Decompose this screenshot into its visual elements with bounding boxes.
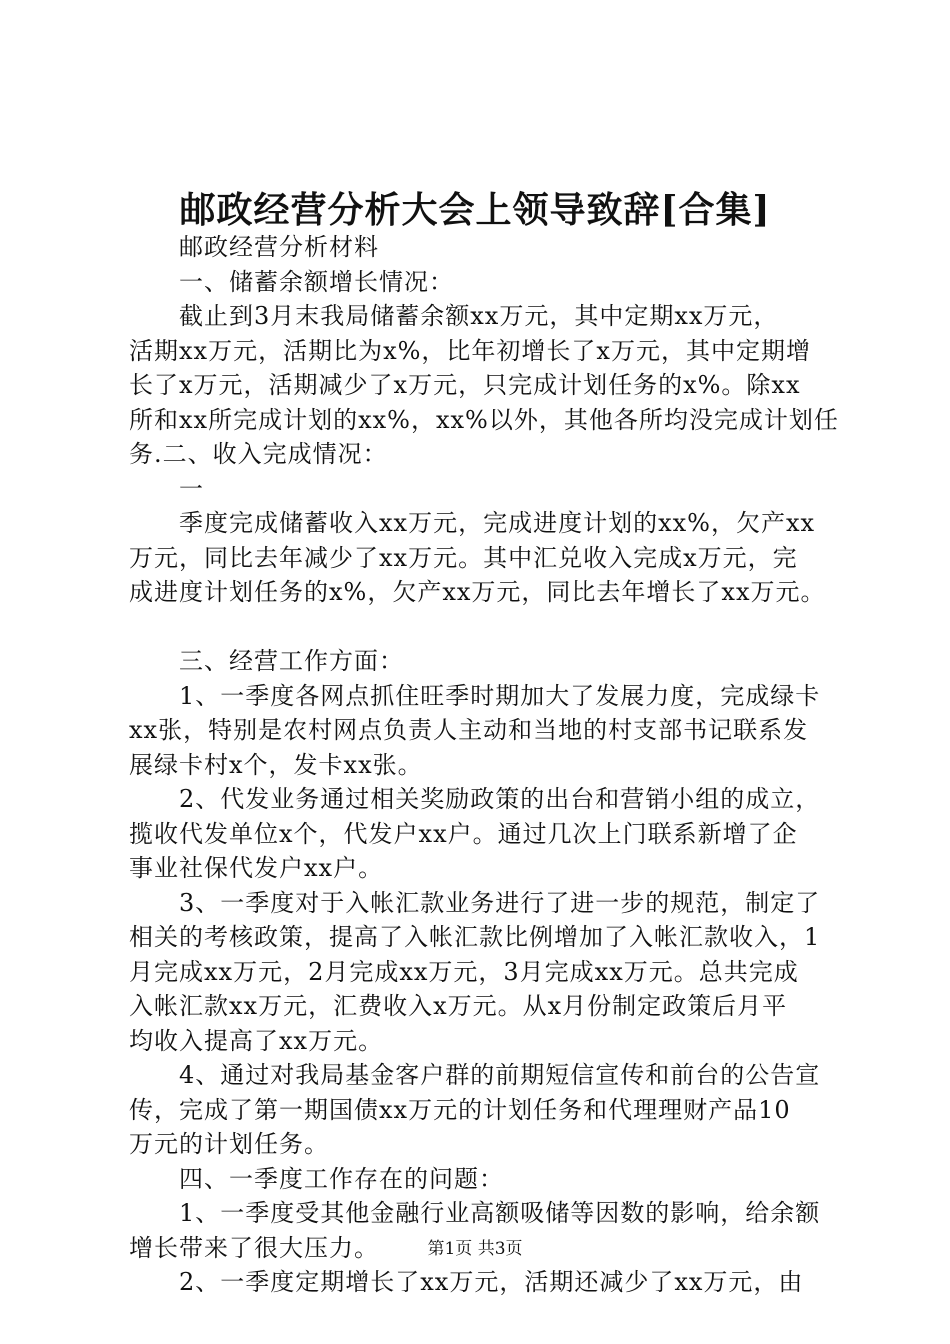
body-line: 4、通过对我局基金客户群的前期短信宣传和前台的公告宣 [179, 1061, 821, 1089]
body-line: 邮政经营分析材料 [179, 233, 379, 261]
body-line: 季度完成储蓄收入xx万元，完成进度计划的xx%，欠产xx [179, 509, 816, 537]
body-line: 月完成xx万元，2月完成xx万元，3月完成xx万元。总共完成 [129, 957, 799, 986]
blank-line [129, 610, 849, 645]
body-line: 1、一季度各网点抓住旺季时期加大了发展力度，完成绿卡 [179, 681, 821, 710]
body-line: 成进度计划任务的x%，欠产xx万元，同比去年增长了xx万元。 [129, 578, 826, 606]
body-line: 入帐汇款xx万元，汇费收入x万元。从x月份制定政策后月平 [129, 992, 788, 1020]
body-line: 传，完成了第一期国债xx万元的计划任务和代理理财产品10 [129, 1095, 791, 1124]
body-line: 3、一季度对于入帐汇款业务进行了进一步的规范，制定了 [179, 888, 821, 917]
body-line: 一 [179, 474, 204, 503]
body-line: 增长带来了很大压力。 [129, 1233, 379, 1262]
page-footer: 第1页 共3页 [427, 1239, 523, 1259]
body-line: 展绿卡村x个，发卡xx张。 [129, 750, 423, 779]
body-line: 均收入提高了xx万元。 [129, 1026, 384, 1055]
body-line: 万元，同比去年减少了xx万元。其中汇兑收入完成x万元，完 [129, 543, 798, 572]
body-line: 所和xx所完成计划的xx%，xx%以外，其他各所均没完成计划任 [129, 405, 839, 434]
body-line: 长了x万元，活期减少了x万元，只完成计划任务的x%。除xx [129, 371, 801, 399]
body-line: 截止到3月末我局储蓄余额xx万元，其中定期xx万元， [179, 302, 779, 330]
body-line: 2、一季度定期增长了xx万元，活期还减少了xx万元，由 [179, 1268, 804, 1296]
document-title: 邮政经营分析大会上领导致辞[合集] [179, 189, 771, 231]
document-body [129, 230, 849, 1300]
body-line: 务.二、收入完成情况： [129, 440, 388, 468]
body-line: 四、一季度工作存在的问题： [179, 1164, 504, 1193]
body-line: 揽收代发单位x个，代发户xx户。通过几次上门联系新增了企 [129, 819, 798, 848]
body-line: 2、代发业务通过相关奖励政策的出台和营销小组的成立， [179, 785, 821, 813]
body-line: xx张，特别是农村网点负责人主动和当地的村支部书记联系发 [129, 716, 809, 744]
body-line: 活期xx万元，活期比为x%，比年初增长了x万元，其中定期增 [129, 336, 811, 365]
body-line: 一、储蓄余额增长情况： [179, 267, 454, 296]
body-line: 事业社保代发户xx户。 [129, 854, 384, 882]
body-line: 万元的计划任务。 [129, 1130, 329, 1158]
body-line: 1、一季度受其他金融行业高额吸储等因数的影响，给余额 [179, 1199, 821, 1227]
body-line: 相关的考核政策，提高了入帐汇款比例增加了入帐汇款收入，1 [129, 923, 821, 951]
body-line: 三、经营工作方面： [179, 647, 404, 675]
